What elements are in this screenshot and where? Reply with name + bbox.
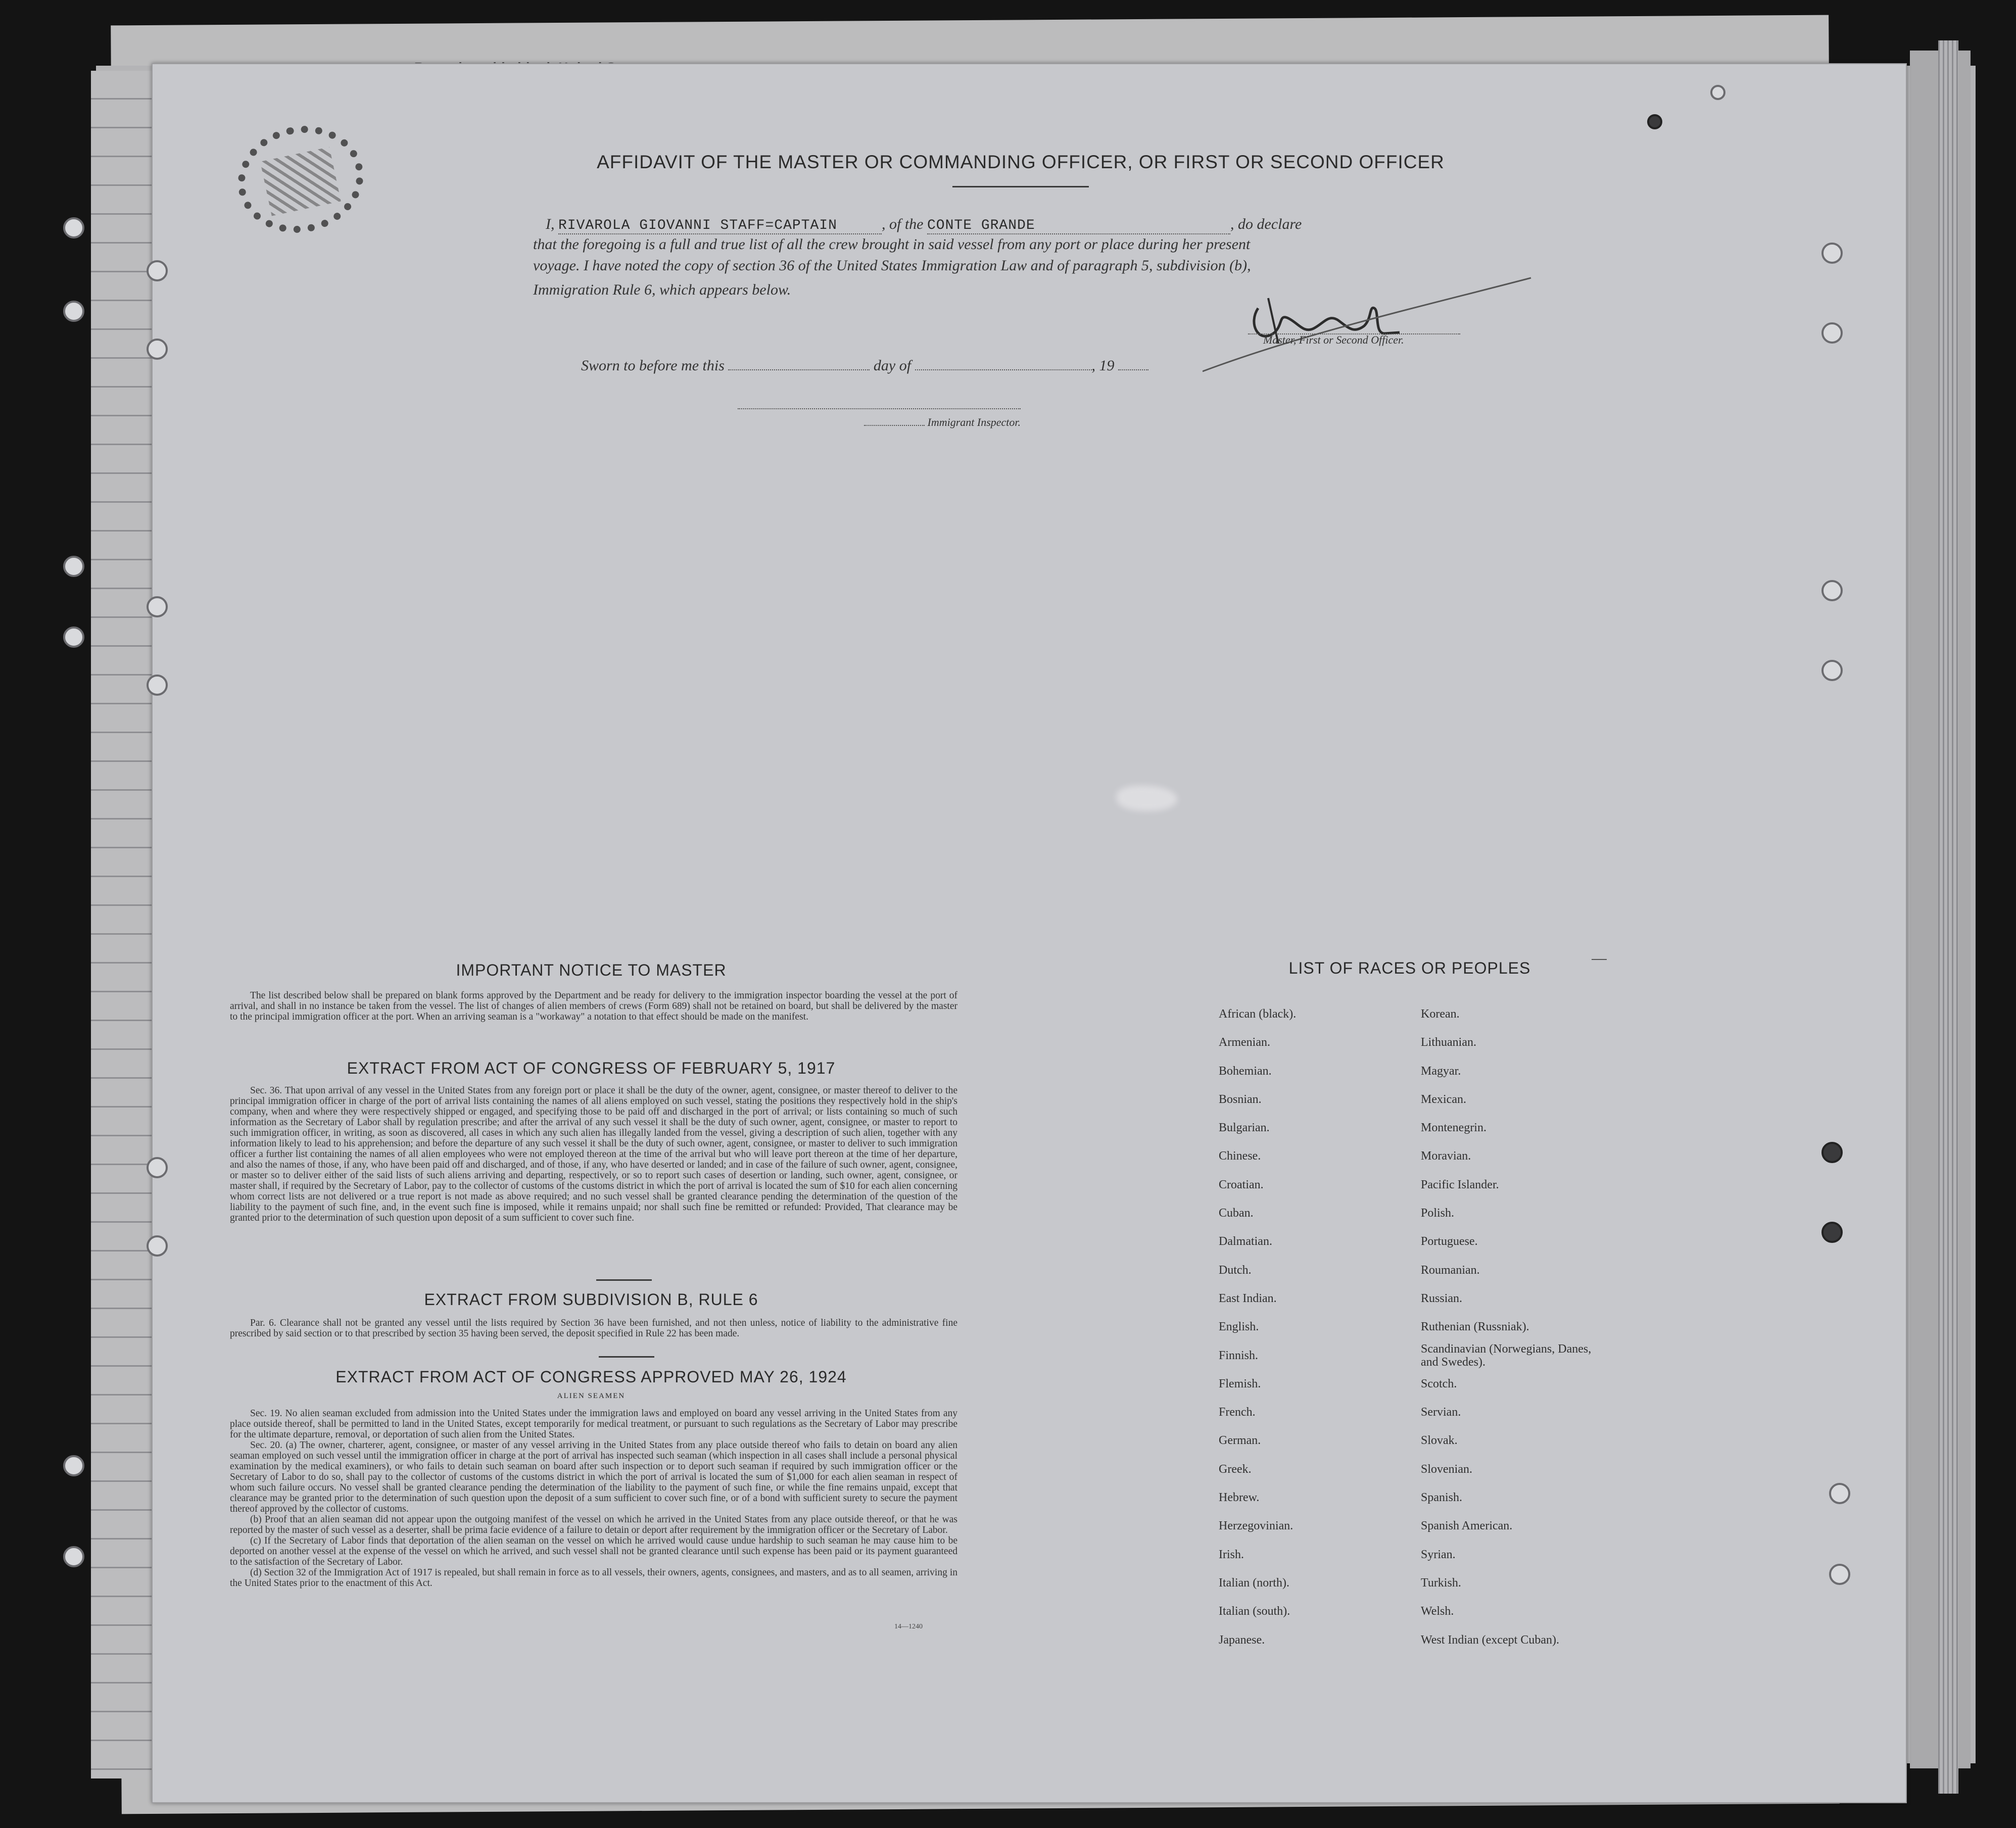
race-item: Ruthenian (Russniak).	[1421, 1320, 1529, 1334]
binder-hole	[1829, 1483, 1850, 1504]
binder-hole	[1821, 1142, 1843, 1163]
extract-1917-body	[230, 1085, 957, 1223]
race-item: Armenian.	[1219, 1036, 1270, 1049]
page-edge-stack	[1938, 40, 1958, 1794]
race-item: Korean.	[1421, 1007, 1460, 1021]
extract-1924-body	[230, 1408, 957, 1589]
binder-hole	[1821, 243, 1843, 264]
race-item: Scandinavian (Norwegians, Danes, and Swedes).	[1421, 1342, 1592, 1369]
race-item: Turkish.	[1421, 1576, 1461, 1590]
sworn-prefix: Sworn to before me this	[581, 357, 725, 374]
par-6-text: Par. 6. Clearance shall not be granted any vessel until the lists required by Section 36 have been furnished, and not then unless, notice of liability to the administrative fine prescribed by said section or to that prescribed by section 35 having been served, the deposit specified in Rule 22 has been made.	[230, 1318, 957, 1339]
race-item: Dutch.	[1219, 1263, 1252, 1277]
binder-hole	[1821, 660, 1843, 681]
race-item: Servian.	[1421, 1406, 1461, 1419]
sworn-line	[581, 357, 1148, 374]
race-item: Slovak.	[1421, 1434, 1458, 1448]
vessel-name: CONTE GRANDE	[927, 218, 1230, 234]
race-item: Moravian.	[1421, 1149, 1471, 1163]
inspector-blank	[864, 425, 925, 426]
binder-hole	[63, 301, 84, 322]
extract-1917-title: EXTRACT FROM ACT OF CONGRESS OF FEBRUARY 5, 1917	[347, 1059, 836, 1077]
race-item: Roumanian.	[1421, 1263, 1480, 1277]
sec-20c-text: (c) If the Secretary of Labor finds that deportation of the alien seaman on the vessel on which he arrived would cause undue hardship to such seaman he may cause him to be deported on another vessel at the expense of the vessel on which he arrived, and such vessel shall not be granted clearance until such expense has been paid or its payment guaranteed to the satisfaction of the Secretary of Labor.	[230, 1535, 957, 1567]
affidavit-of-the: , of the	[882, 216, 924, 232]
race-item: African (black).	[1219, 1007, 1297, 1021]
binder-hole	[1821, 580, 1843, 601]
sworn-month-blank	[915, 369, 1092, 370]
race-item: Mexican.	[1421, 1092, 1466, 1106]
sworn-day-blank	[728, 369, 870, 370]
races-tick	[1592, 959, 1607, 960]
race-item: Italian (north).	[1219, 1576, 1289, 1590]
race-item: Lithuanian.	[1421, 1036, 1476, 1049]
race-item: Welsh.	[1421, 1605, 1454, 1618]
binder-hole	[1829, 1564, 1850, 1585]
affidavit-line-1	[546, 216, 1302, 234]
signature-caption: Master, First or Second Officer.	[1263, 333, 1404, 346]
binder-hole	[1821, 1222, 1843, 1243]
race-item: German.	[1219, 1434, 1261, 1448]
race-item: Italian (south).	[1219, 1605, 1290, 1618]
races-left-column	[1219, 1007, 1421, 1661]
binder-hole	[147, 260, 168, 281]
binder-hole	[147, 675, 168, 696]
races-list	[1219, 1007, 1673, 1664]
race-item: Spanish.	[1421, 1491, 1463, 1505]
race-item: Spanish American.	[1421, 1519, 1513, 1533]
sec-19-text: Sec. 19. No alien seaman excluded from admission into the United States under the immigration laws and employed on board any vessel arriving in the United States from any place outside thereof, shall be permitted to land in the United States, except temporarily for medical treatment, or pursuant to such regulations as the Secretary of Labor may prescribe for the ultimate departure, removal, or deportation of such alien from the United States.	[230, 1408, 957, 1440]
race-item: West Indian (except Cuban).	[1421, 1633, 1559, 1647]
extract-rule6-title: EXTRACT FROM SUBDIVISION B, RULE 6	[424, 1290, 758, 1309]
affidavit-line-3: voyage. I have noted the copy of section 36 of the United States Immigration Law and of paragraph 5, subdivision (b),	[533, 257, 1251, 274]
race-item: Greek.	[1219, 1462, 1252, 1476]
sec-20d-text: (d) Section 32 of the Immigration Act of 1917 is repealed, but shall remain in force as to all vessels, their owners, agents, consignees, and masters, and as to all seamen, arriving in the United States prior to the enactment of this Act.	[230, 1567, 957, 1589]
divider	[596, 1279, 652, 1281]
binder-hole	[147, 596, 168, 617]
title-divider	[952, 186, 1089, 187]
divider	[599, 1356, 654, 1358]
inspector-caption: Immigrant Inspector.	[927, 416, 1021, 428]
race-item: Magyar.	[1421, 1064, 1461, 1078]
inspector-signature-line	[738, 408, 1021, 409]
binder-hole	[147, 1157, 168, 1178]
race-item: Herzegovinian.	[1219, 1519, 1293, 1533]
race-item: Montenegrin.	[1421, 1121, 1486, 1135]
officer-name: RIVAROLA GIOVANNI STAFF=CAPTAIN	[558, 218, 882, 234]
binder-hole	[147, 1235, 168, 1257]
race-item: Finnish.	[1219, 1349, 1259, 1362]
race-item: French.	[1219, 1406, 1256, 1419]
race-item: English.	[1219, 1320, 1259, 1334]
race-item: Pacific Islander.	[1421, 1178, 1499, 1191]
affidavit-prefix: I,	[546, 216, 555, 232]
race-item: Hebrew.	[1219, 1491, 1260, 1505]
race-item: Portuguese.	[1421, 1235, 1478, 1248]
sworn-day-label: day of	[873, 357, 911, 374]
binder-hole	[63, 217, 84, 238]
section-36-text: Sec. 36. That upon arrival of any vessel in the United States from any foreign port or place it shall be the duty of the owner, agent, consignee, or master thereof to deliver to the principal immigration officer in charge of the port of arrival lists containing the names of all aliens employed on such vessel, stating the positions they respectively hold in the ship's company, when and where they were respectively shipped or engaged, and specifying those to be paid off and discharged in the port of arrival; or lists containing so much of such information as the Secretary of Labor shall by regulation prescribe; and after the arrival of any such vessel it shall be the duty of such owner, agent, consignee, or master to report to such immigration officer, in writing, as soon as discovered, all cases in which any such alien has illegally landed from the vessel, giving a description of such alien, together with any information likely to lead to his apprehension; and before the departure of any such vessel it shall be the duty of such owner, agent, consignee, or master to deliver to such immigration officer a further list containing the names of all alien employees who were not employed thereon at the time of the arrival but who will leave port thereon at the time of her departure, and also the names of those, if any, who have been paid off and discharged, and of those, if any, who have deserted or landed; and in case of the failure of such owner, agent, consignee, or master so to deliver either of the said lists of such aliens arriving and departing, respectively, or so to report such cases of desertion or landing, such owner, agent, consignee, or master shall, if required by the Secretary of Labor, pay to the collector of customs of the customs district in which the port of arrival is located the sum of $10 for each alien concerning whom correct lists are not delivered or a true report is not made as above required; and no such vessel shall be granted clearance pending the determination of the question of the liability to the payment of such fine, and, in the event such fine is imposed, while it remains unpaid; nor shall such fine be remitted or refunded: Provided, That clearance may be granted prior to the determination of such question upon deposit of a sum sufficient to cover such fine.	[230, 1085, 957, 1223]
sworn-year-label: , 19	[1091, 357, 1115, 374]
extract-1924-title: EXTRACT FROM ACT OF CONGRESS APPROVED MAY 26, 1924	[335, 1368, 847, 1386]
binder-hole	[63, 1546, 84, 1567]
race-item: Flemish.	[1219, 1377, 1261, 1390]
binder-hole	[1821, 322, 1843, 344]
race-item: Chinese.	[1219, 1149, 1261, 1163]
binder-hole	[147, 339, 168, 360]
binder-hole	[63, 627, 84, 648]
inspector-caption-line	[864, 416, 1021, 429]
binder-hole	[63, 1455, 84, 1476]
paper-smudge	[1117, 786, 1177, 811]
race-item: Irish.	[1219, 1548, 1244, 1561]
sec-20b-text: (b) Proof that an alien seaman did not appear upon the outgoing manifest of the vessel on which he arrived in the United States from any place outside thereof, or that he was reported by the master of such vessel as a deserter, shall be prima facie evidence of a failure to detain or deport after requirement by the immigration officer or the Secretary of Labor.	[230, 1514, 957, 1535]
extract-rule6-body	[230, 1318, 957, 1339]
affidavit-declare: , do declare	[1230, 216, 1302, 232]
signature-stroke	[1203, 273, 1536, 374]
affidavit-line-4: Immigration Rule 6, which appears below.	[533, 281, 791, 298]
affidavit-title: AFFIDAVIT OF THE MASTER OR COMMANDING OFFICER, OR FIRST OR SECOND OFFICER	[597, 152, 1445, 172]
race-item: Japanese.	[1219, 1633, 1265, 1647]
race-item: Scotch.	[1421, 1377, 1457, 1390]
punch-mark	[1647, 114, 1662, 129]
alien-seamen-subtitle: ALIEN SEAMEN	[557, 1392, 626, 1400]
race-item: Slovenian.	[1421, 1462, 1472, 1476]
notice-title: IMPORTANT NOTICE TO MASTER	[456, 961, 727, 979]
races-title: LIST OF RACES OR PEOPLES	[1288, 959, 1531, 977]
punch-mark	[1710, 85, 1725, 100]
race-item: Bohemian.	[1219, 1064, 1272, 1078]
race-item: Croatian.	[1219, 1178, 1264, 1191]
notice-body	[230, 990, 957, 1022]
race-item: Russian.	[1421, 1291, 1463, 1305]
sworn-year-blank	[1118, 369, 1148, 370]
binder-hole	[63, 556, 84, 577]
race-item: Cuban.	[1219, 1207, 1254, 1220]
affidavit-line-2: that the foregoing is a full and true list of all the crew brought in said vessel from any port or place during her present	[533, 236, 1251, 253]
races-right-column	[1421, 1007, 1633, 1661]
race-item: Polish.	[1421, 1207, 1455, 1220]
notice-text: The list described below shall be prepared on blank forms approved by the Department and be ready for delivery to the immigration inspector boarding the vessel at the port of arrival, and shall in no instance be taken from the vessel. The list of changes of alien members of crews (Form 689) shall not be retained on board, but shall be delivered by the master to the principal immigration officer at the port. When an arriving seaman is a "workaway" a notation to that effect should be made on the manifest.	[230, 990, 957, 1022]
sec-20a-text: Sec. 20. (a) The owner, charterer, agent, consignee, or master of any vessel arriving in the United States from any place outside thereof who fails to detain on board any alien seaman employed on such vessel until the immigration officer in charge at the port of arrival has inspected such seaman (which inspection in all cases shall include a personal physical examination by the medical examiners), or who fails to detain such seaman on board after such inspection or to deport such seaman if required by such immigration officer or the Secretary of Labor to do so, shall pay to the collector of customs of the customs district in which the port of arrival is located the sum of $1,000 for each alien seaman in respect of whom such failure occurs. No vessel shall be granted clearance pending the determination of the liability to the payment of such fine, or while the fine remains unpaid, except that clearance may be granted prior to the determination of such question upon the deposit of a sum sufficient to cover such fine, or of a bond with sufficient surety to secure the payment thereof approved by the collector of customs.	[230, 1440, 957, 1514]
form-number: 14—1240	[894, 1623, 923, 1630]
race-item: Bulgarian.	[1219, 1121, 1270, 1135]
race-item: Dalmatian.	[1219, 1235, 1272, 1248]
ruled-sheet-margin	[91, 71, 152, 1778]
race-item: Bosnian.	[1219, 1092, 1262, 1106]
race-item: Syrian.	[1421, 1548, 1456, 1561]
race-item: East Indian.	[1219, 1291, 1277, 1305]
